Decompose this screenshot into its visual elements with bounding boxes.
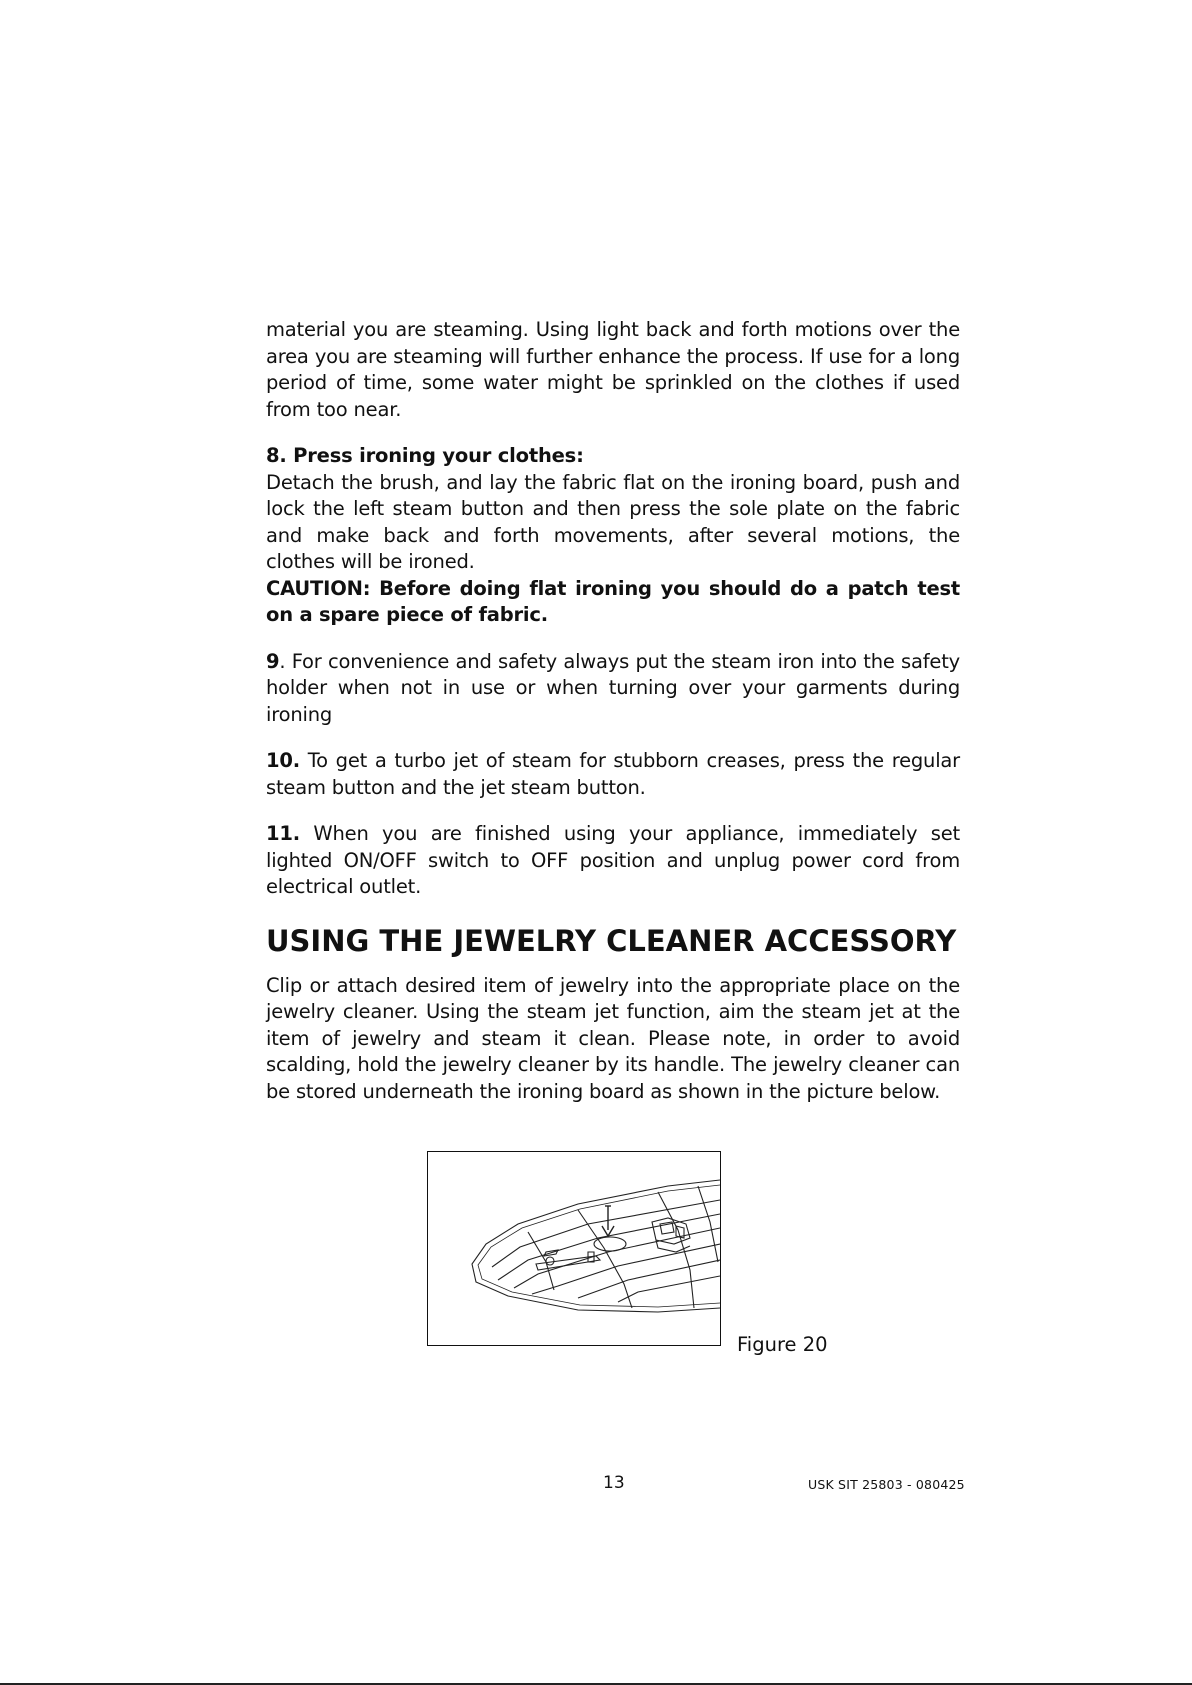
step-11-number: 11. (266, 822, 300, 845)
manual-page-body (266, 317, 960, 1105)
step-9 (266, 649, 960, 729)
step-9-text: . For convenience and safety always put the steam iron into the safety holder when not in use or when turning over your garments during ironing (266, 649, 960, 726)
step-10-text: To get a turbo jet of steam for stubborn creases, press the regular steam button and the jet steam button. (266, 749, 960, 799)
step-10-number: 10. (266, 749, 300, 772)
figure-20-frame (427, 1151, 721, 1346)
section-paragraph: Clip or attach desired item of jewelry into the appropriate place on the jewelry cleaner. Using the steam jet function, aim the steam jet at the item of jewelry and steam it clean. Please note, in order to avoid scalding, hold the jewelry cleaner by its handle. The jewelry cleaner can be stored underneath the ironing board as shown in the picture below. (266, 973, 960, 1103)
ironing-board-jewelry-cleaner-illustration (428, 1152, 720, 1345)
step-11-text: When you are finished using your appliance, immediately set lighted ON/OFF switch to OFF position and unplug power cord from electrical outlet. (266, 822, 960, 898)
figure-caption: Figure 20 (737, 1333, 828, 1356)
step-11 (266, 821, 960, 901)
step-8-heading: 8. Press ironing your clothes: (266, 444, 584, 467)
section-heading: USING THE JEWELRY CLEANER ACCESSORY (266, 923, 957, 958)
document-code: USK SIT 25803 - 080425 (808, 1477, 965, 1492)
page-number: 13 (603, 1473, 625, 1493)
step-10 (266, 748, 960, 801)
step-8-text: Detach the brush, and lay the fabric flat on the ironing board, push and lock the left steam button and then press the sole plate on the fabric and make back and forth movements, after several motions, the clothes will be ironed. (266, 470, 960, 573)
intro-paragraph: material you are steaming. Using light back and forth motions over the area you are steaming will further enhance the process. If use for a long period of time, some water might be sprinkled on the clothes if used from too near. (266, 318, 960, 421)
step-8-caution: CAUTION: Before doing flat ironing you should do a patch test on a spare piece of fabric. (266, 576, 960, 626)
step-9-number: 9 (266, 649, 280, 673)
